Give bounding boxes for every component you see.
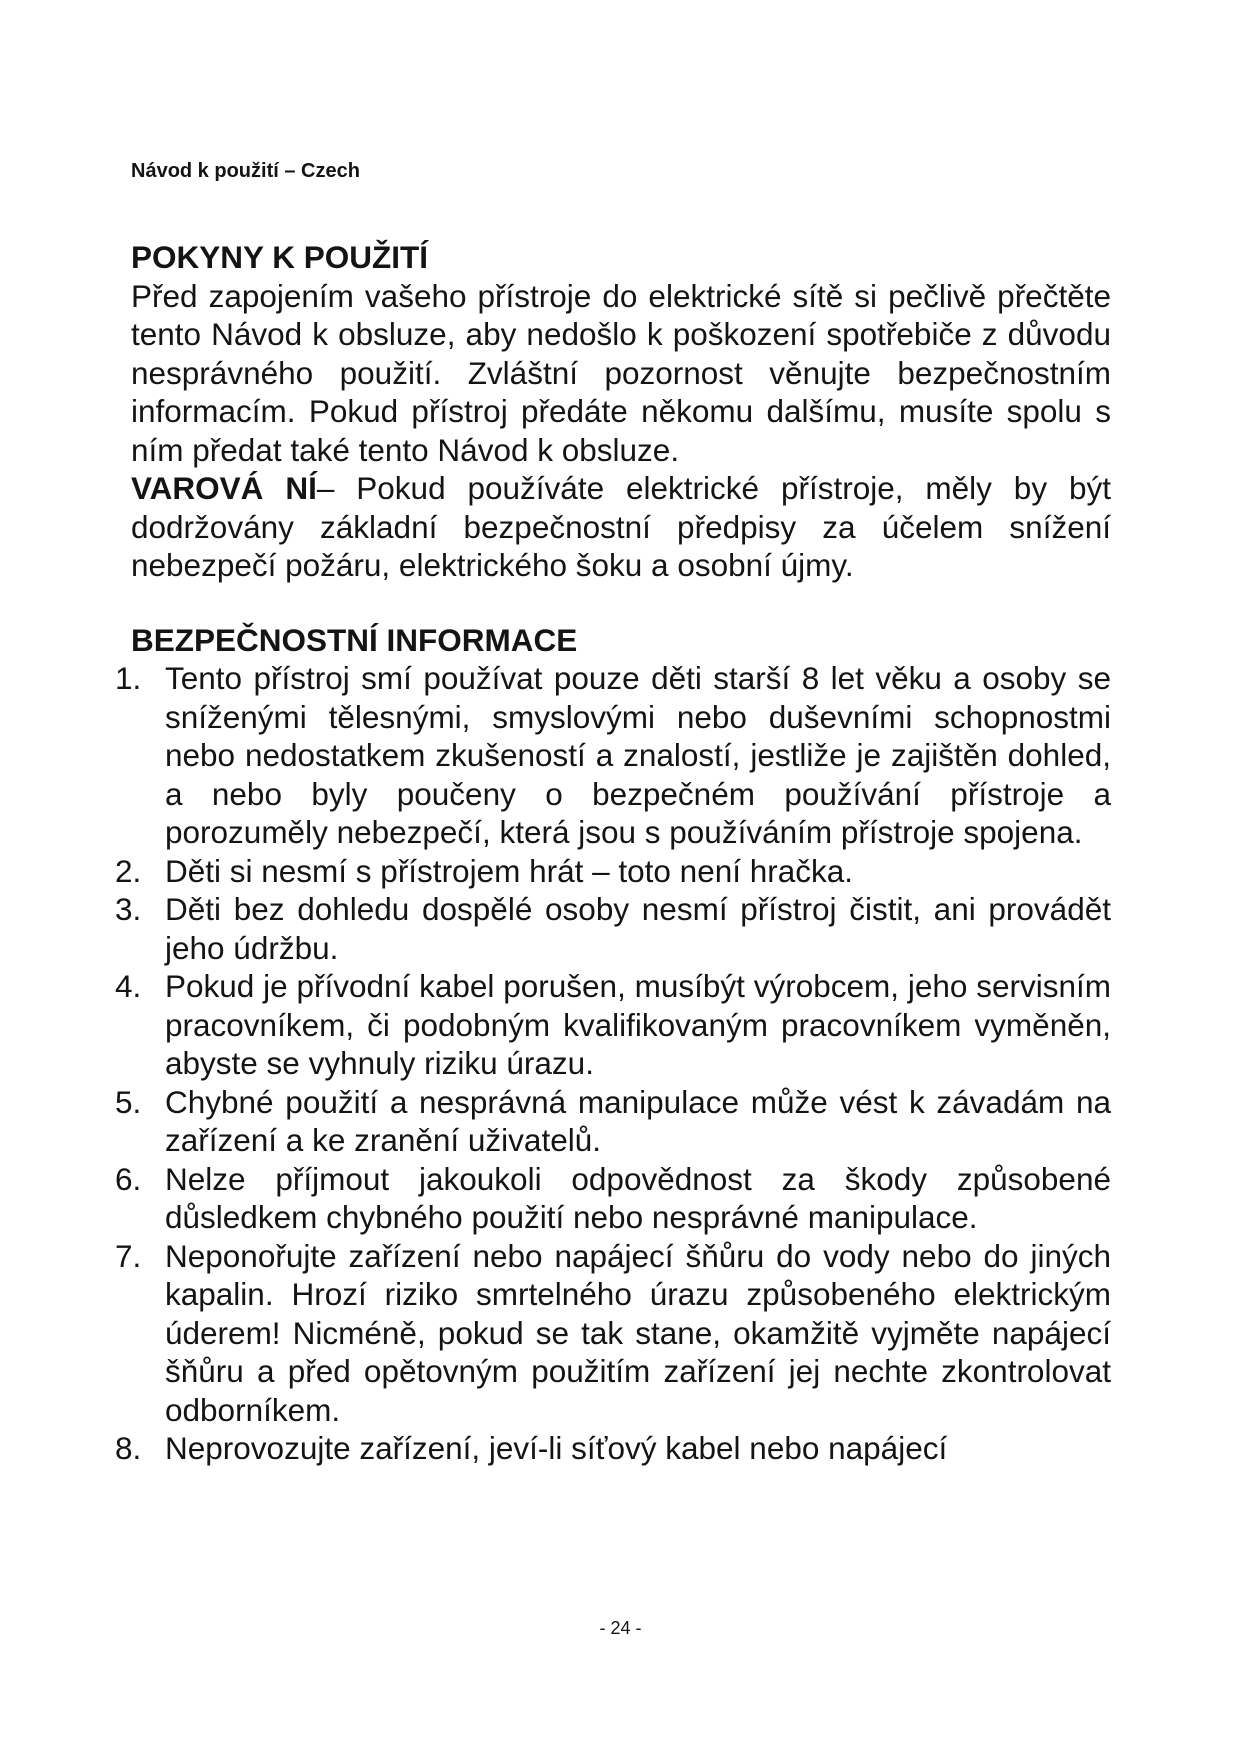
list-item-text: Děti bez dohledu dospělé osoby nesmí přístroj čistit, ani provádět jeho údržbu. xyxy=(165,891,1111,966)
list-item xyxy=(115,890,1111,967)
section-spacer xyxy=(131,585,1111,621)
list-item-number: 3. xyxy=(115,891,142,927)
list-item-text: Neponořujte zařízení nebo napájecí šňůru do vody nebo do jiných kapalin. Hrozí riziko smrtelného úrazu způsobeného elektrickým úderem! Nicméně, pokud se tak stane, okamžitě vyjměte napájecí šňůru a před opětovným použitím zařízení jej nechte zkontrolovat odborníkem. xyxy=(165,1237,1111,1428)
page-number: - 24 - xyxy=(599,1618,642,1638)
list-item-number: 2. xyxy=(115,852,142,889)
list-item-text: Pokud je přívodní kabel porušen, musíbýt výrobcem, jeho servisním pracovníkem, či podobným kvalifikovaným pracovníkem vyměněn, abyste se vyhnuly riziku úrazu. xyxy=(165,968,1111,1081)
warning-text: – Pokud používáte elektrické přístroje, měly by být dodržovány základní bezpečnostní předpisy za účelem snížení nebezpečí požáru, elektrického šoku a osobní újmy. xyxy=(131,470,1111,583)
section-heading-instructions: POKYNY K POUŽITÍ xyxy=(131,239,428,275)
section-heading-safety: BEZPEČNOSTNÍ INFORMACE xyxy=(131,621,578,658)
document-header: Návod k použití – Czech xyxy=(131,160,360,182)
instructions-paragraph: Před zapojením vašeho přístroje do elektrické sítě si pečlivě přečtěte tento Návod k obsluze, aby nedošlo k poškození spotřebiče z důvodu nesprávného použití. Zvláštní pozornost věnujte bezpečnostním informacím. Pokud přístroj předáte někomu dalšímu, musíte spolu s ním předat také tento Návod k obsluze. xyxy=(131,277,1111,468)
document-body xyxy=(115,238,1111,1468)
list-item xyxy=(115,852,1111,891)
list-item-text: Děti si nesmí s přístrojem hrát – toto není hračka. xyxy=(165,852,854,889)
list-item-text: Neprovozujte zařízení, jeví-li síťový kabel nebo napájecí xyxy=(165,1430,948,1466)
warning-label: VAROVÁ NÍ xyxy=(131,470,317,506)
list-item-number: 6. xyxy=(115,1160,142,1197)
list-item-number: 8. xyxy=(115,1430,142,1466)
list-item xyxy=(115,1429,1111,1468)
list-item-text: Nelze příjmout jakoukoli odpovědnost za škody způsobené důsledkem chybného použití nebo nesprávné manipulace. xyxy=(165,1160,1111,1235)
list-item-number: 1. xyxy=(115,660,142,696)
list-item-text: Tento přístroj smí používat pouze děti starší 8 let věku a osoby se sníženými tělesnými, smyslovými nebo duševními schopnostmi nebo nedostatkem zkušeností a znalostí, jestliže je zajištěn dohled, a nebo byly poučeny o bezpečném používání přístroje a porozuměly nebezpečí, která jsou s používáním přístroje spojena. xyxy=(165,660,1111,850)
list-item-number: 7. xyxy=(115,1237,142,1274)
safety-list xyxy=(115,659,1111,1468)
list-item xyxy=(115,659,1111,852)
list-item xyxy=(115,1237,1111,1430)
list-item xyxy=(115,1083,1111,1160)
list-item-number: 4. xyxy=(115,968,142,1004)
list-item xyxy=(115,967,1111,1083)
list-item-text: Chybné použití a nesprávná manipulace může vést k závadám na zařízení a ke zranění uživatelů. xyxy=(165,1083,1111,1158)
list-item xyxy=(115,1160,1111,1237)
warning-paragraph xyxy=(131,469,1111,585)
list-item-number: 5. xyxy=(115,1083,142,1120)
